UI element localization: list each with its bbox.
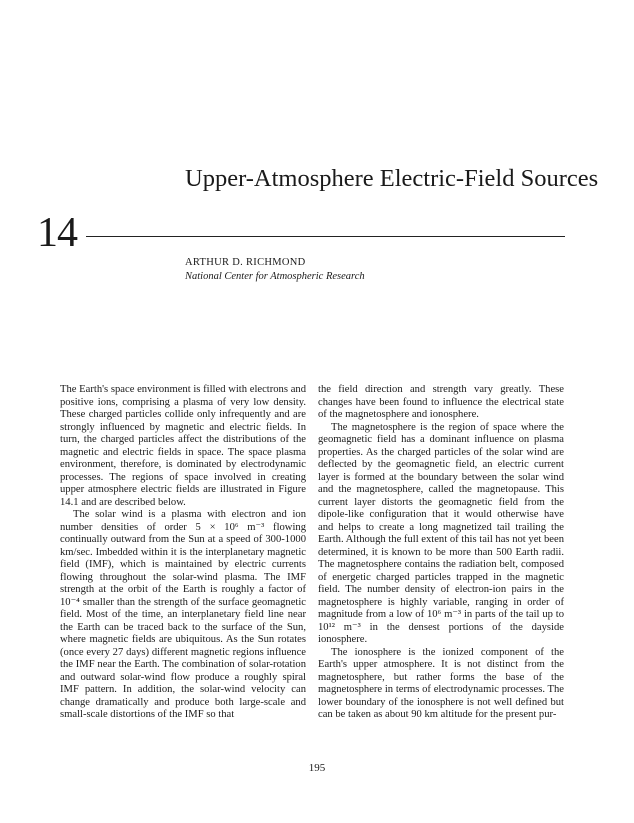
page-number: 195 (308, 762, 326, 774)
paragraph: the field direction and strength vary greatly. These changes have been found to influence the electrical state of the magnetosphere and ionosphere. (318, 384, 564, 420)
paragraph: The magnetosphere is the region of space where the geomagnetic field has a dominant influence on plasma properties. As the charged particles of the solar wind are deflected by the geomagnetic field, an electric current layer is formed at the boundary between the solar wind and the magnetosphere, called the magnetopause. This current layer distorts the geomagnetic field from the dipole-like configuration that it would otherwise have and helps to create a long magnetized tail trailing the Earth. Although the full extent of this tail has not yet been determined, it is known to be more than 500 Earth radii. The magnetosphere contains the radiation belt, composed of energetic charged particles trapped in the magnetic field. The number density of electron-ion pairs in the magnetosphere is highly variable, ranging in order of magnitude from a low of 10⁶ m⁻³ in parts of the tail up to 10¹² m⁻³ in the densest portions of the dayside ionosphere. (318, 421, 564, 645)
right-column (318, 384, 564, 722)
title-rule (86, 236, 565, 237)
chapter-title: Upper-Atmosphere Electric-Field Sources (185, 165, 599, 192)
author-name: ARTHUR D. RICHMOND (185, 257, 306, 268)
paragraph: The solar wind is a plasma with electron and ion number densities of order 5 × 10⁶ m⁻³ flowing continually outward from the Sun at a speed of 300-1000 km/sec. Imbedded within it is the interplanetary magnetic field (IMF), which is maintained by electric currents flowing throughout the solar-wind plasma. The IMF strength at the orbit of the Earth is roughly a factor of 10⁻⁴ smaller than the strength of the surface geomagnetic field. Most of the time, an interplanetary field line near the Earth can be traced back to the surface of the Sun, where magnetic fields are ubiquitous. As the Sun rotates (once every 27 days) different magnetic regions influence the IMF near the Earth. The combination of solar-rotation and outward solar-wind flow produce a roughly spiral IMF pattern. In addition, the solar-wind velocity can change dramatically and produce both large-scale and small-scale distortions of the IMF so that (60, 509, 306, 720)
paragraph: The ionosphere is the ionized component of the Earth's upper atmosphere. It is not distinct from the magnetosphere, but rather forms the base of the magnetosphere in terms of electrodynamic processes. The lower boundary of the ionosphere is not well defined but can be taken as about 90 km altitude for the present pur- (318, 646, 564, 720)
chapter-number: 14 (37, 210, 77, 256)
author-affiliation: National Center for Atmospheric Research (185, 271, 365, 282)
left-column (60, 384, 306, 722)
paragraph: The Earth's space environment is filled with electrons and positive ions, comprising a plasma of very low density. These charged particles collide only infrequently and are strongly influenced by magnetic and electric fields. In turn, the charged particles affect the distributions of the magnetic and electric fields in space. The space plasma environment, therefore, is dominated by electrodynamic processes. The regions of space involved in creating upper atmosphere electric fields are illustrated in Figure 14.1 and are described below. (60, 384, 306, 508)
